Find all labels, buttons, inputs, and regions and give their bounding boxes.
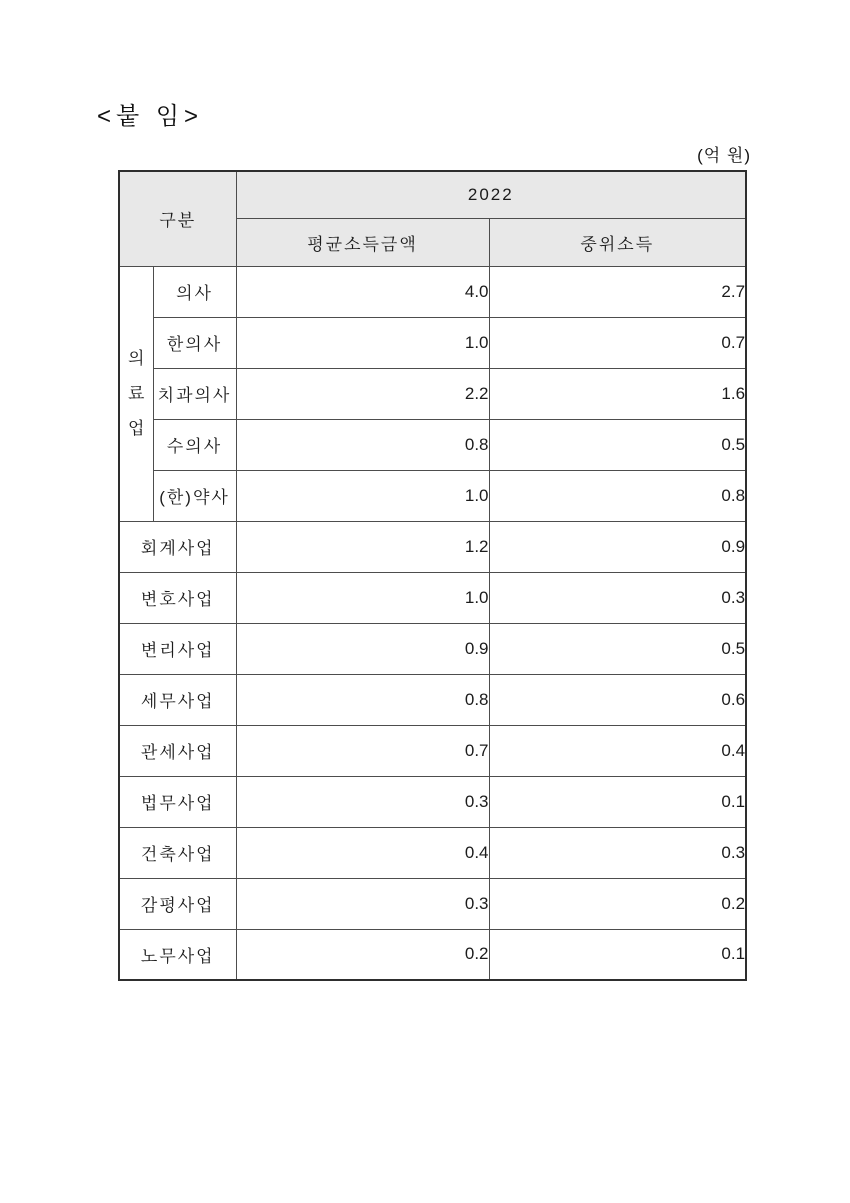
header-avg-income: 평균소득금액	[236, 218, 489, 266]
table-row	[119, 521, 746, 572]
table-row	[119, 419, 746, 470]
median-income-value: 0.7	[489, 317, 746, 368]
median-income-value: 0.5	[489, 623, 746, 674]
table-row	[119, 827, 746, 878]
table-header	[119, 171, 746, 266]
row-label: 감평사업	[119, 878, 236, 929]
avg-income-value: 2.2	[236, 368, 489, 419]
avg-income-value: 1.0	[236, 317, 489, 368]
table-row	[119, 368, 746, 419]
row-label: 변호사업	[119, 572, 236, 623]
avg-income-value: 0.8	[236, 674, 489, 725]
medical-group-cell: 의료업	[119, 266, 153, 521]
header-category: 구분	[119, 171, 236, 266]
table-body	[119, 266, 746, 980]
median-income-value: 2.7	[489, 266, 746, 317]
avg-income-value: 0.2	[236, 929, 489, 980]
table-row	[119, 572, 746, 623]
median-income-value: 0.1	[489, 929, 746, 980]
table-row	[119, 470, 746, 521]
unit-label: (억 원)	[697, 146, 751, 165]
row-label: 건축사업	[119, 827, 236, 878]
table-row	[119, 317, 746, 368]
median-income-value: 0.9	[489, 521, 746, 572]
row-label: (한)약사	[153, 470, 236, 521]
avg-income-value: 0.7	[236, 725, 489, 776]
row-label: 세무사업	[119, 674, 236, 725]
median-income-value: 0.3	[489, 572, 746, 623]
median-income-value: 0.1	[489, 776, 746, 827]
avg-income-value: 0.8	[236, 419, 489, 470]
table-row	[119, 776, 746, 827]
row-label: 회계사업	[119, 521, 236, 572]
median-income-value: 0.5	[489, 419, 746, 470]
page-title: <붙 임>	[97, 103, 204, 130]
header-median-income: 중위소득	[489, 218, 746, 266]
avg-income-value: 0.3	[236, 776, 489, 827]
median-income-value: 0.3	[489, 827, 746, 878]
table-row	[119, 929, 746, 980]
avg-income-value: 4.0	[236, 266, 489, 317]
row-label: 변리사업	[119, 623, 236, 674]
row-label: 관세사업	[119, 725, 236, 776]
income-table	[118, 170, 747, 981]
median-income-value: 0.6	[489, 674, 746, 725]
avg-income-value: 0.9	[236, 623, 489, 674]
header-year-2022: 2022	[236, 171, 746, 218]
median-income-value: 0.8	[489, 470, 746, 521]
row-label: 노무사업	[119, 929, 236, 980]
row-label: 법무사업	[119, 776, 236, 827]
table-row	[119, 878, 746, 929]
header-row-year	[119, 171, 746, 218]
table-row	[119, 674, 746, 725]
avg-income-value: 1.2	[236, 521, 489, 572]
avg-income-value: 0.3	[236, 878, 489, 929]
avg-income-value: 0.4	[236, 827, 489, 878]
avg-income-value: 1.0	[236, 470, 489, 521]
avg-income-value: 1.0	[236, 572, 489, 623]
table-row	[119, 725, 746, 776]
table-row	[119, 266, 746, 317]
row-label: 치과의사	[153, 368, 236, 419]
table-row	[119, 623, 746, 674]
row-label: 수의사	[153, 419, 236, 470]
median-income-value: 1.6	[489, 368, 746, 419]
row-label: 한의사	[153, 317, 236, 368]
median-income-value: 0.2	[489, 878, 746, 929]
row-label: 의사	[153, 266, 236, 317]
median-income-value: 0.4	[489, 725, 746, 776]
